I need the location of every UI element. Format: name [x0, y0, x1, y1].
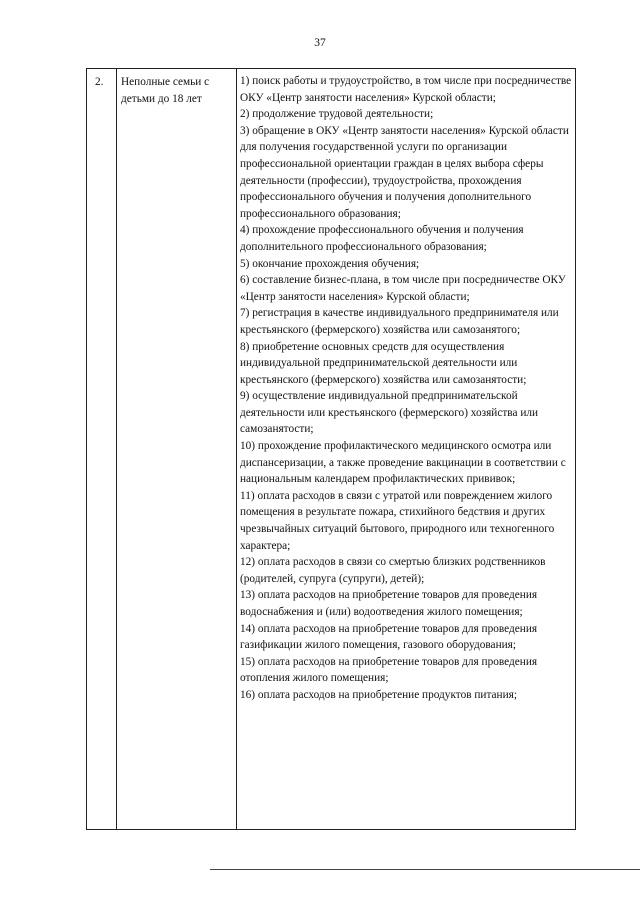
- list-item: 11) оплата расходов в связи с утратой или повреждением жилого помещения в результате пожара, стихийного бедствия и других чрезвычайных ситуаций бытового, природного или техногенного характера;: [240, 489, 555, 552]
- list-item: 15) оплата расходов на приобретение товаров для проведения отопления жилого помещения;: [240, 655, 538, 685]
- list-item: 1) поиск работы и трудоустройство, в том числе при посредничестве ОКУ «Центр занятости населения» Курской области;: [240, 75, 572, 104]
- list-item: 10) прохождение профилактического медицинского осмотра или диспансеризации, а также проведение вакцинации в соответствии с национальным календарем профилактических прививок;: [240, 440, 566, 486]
- list-item: 3) обращение в ОКУ «Центр занятости населения» Курской области для получения государственной услуги по организации профессиональной ориентации граждан в целях выбора сферы деятельности (профессии), трудоустройства, прохождения профессионального обучения и получения дополнительного профессионального образования;: [240, 124, 569, 220]
- list-item: 14) оплата расходов на приобретение товаров для проведения газификации жилого помещения, газового оборудования;: [240, 622, 538, 652]
- row-number-cell: [87, 69, 117, 830]
- list-item: 6) составление бизнес-плана, в том числе при посредничестве ОКУ «Центр занятости населения» Курской области;: [240, 274, 566, 303]
- list-item: 7) регистрация в качестве индивидуального предпринимателя или крестьянского (фермерского) хозяйства или самозанятого;: [240, 307, 559, 336]
- list-item: 2) продолжение трудовой деятельности;: [240, 108, 434, 121]
- group-label: Неполные семьи с детьми до 18 лет: [121, 76, 210, 105]
- list-item: 16) оплата расходов на приобретение продуктов питания;: [240, 688, 517, 701]
- list-item: 9) осуществление индивидуальной предпринимательской деятельности или крестьянского (фермерского) хозяйства или самозанятости;: [240, 390, 539, 436]
- bottom-divider: [210, 869, 640, 870]
- list-item: 13) оплата расходов на приобретение товаров для проведения водоснабжения и (или) водоотведения жилого помещения;: [240, 589, 538, 618]
- list-item: 4) прохождение профессионального обучения и получения дополнительного профессионального образования;: [240, 224, 524, 253]
- list-item: 8) приобретение основных средств для осуществления индивидуальной предпринимательской деятельности или крестьянского (фермерского) хозяйства или самозанятости;: [240, 340, 527, 386]
- document-table: [86, 68, 576, 830]
- items-cell: [237, 69, 576, 830]
- row-number: 2.: [95, 76, 104, 88]
- list-item: 5) окончание прохождения обучения;: [240, 257, 420, 270]
- table-row: [87, 69, 576, 830]
- list-item: 12) оплата расходов в связи со смертью близких родственников (родителей, супруга (супруги), детей);: [240, 556, 546, 585]
- group-cell: [117, 69, 237, 830]
- page-number: 37: [314, 37, 326, 49]
- items-list: [237, 69, 575, 704]
